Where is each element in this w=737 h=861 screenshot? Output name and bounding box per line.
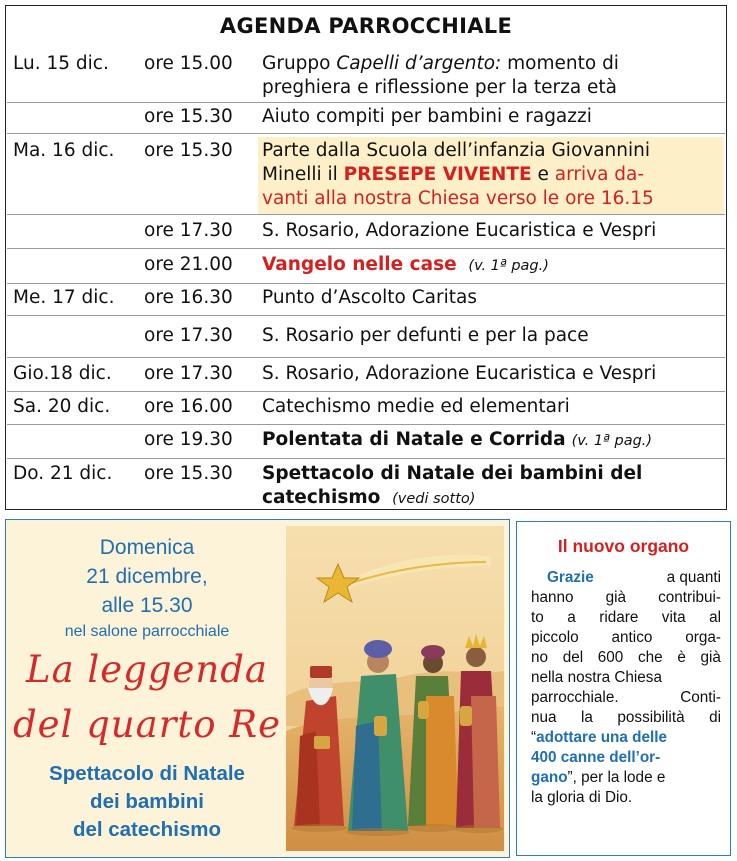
row-day: Ma. 16 dic. [13,140,115,161]
desc-text: preghiera e riflessione per la terza età [262,77,618,98]
word: antico [611,629,653,646]
organ-text-line [531,628,721,648]
desc-text: Gruppo [262,53,337,74]
row-description [262,428,724,453]
word: è [677,649,686,666]
three-kings-illustration [286,526,504,851]
organ-text-line [531,608,721,628]
row-time: ore 16.30 [144,287,233,308]
row-description [262,462,724,511]
polentata-label: Polentata di Natale e Corrida [262,429,566,450]
show-title-line1: La leggenda [26,648,268,691]
word: orga- [685,629,721,646]
organ-text-line: nella nostra Chiesa [531,669,662,686]
desc-text: momento di [501,53,619,74]
word: to [531,609,544,626]
row-time: ore 17.30 [144,363,233,384]
organ-text-line: la gloria di Dio. [531,789,633,806]
row-description: Punto d’Ascolto Caritas [262,287,477,308]
event-date: 21 dicembre, [86,565,208,588]
word: possibilità [617,709,685,726]
word: vita [661,609,686,626]
event-day: Domenica [99,536,195,559]
note-text: (vedi sotto) [392,491,476,507]
row-divider [7,391,725,392]
organ-text-line [531,588,721,608]
row-day: Me. 17 dic. [13,287,115,308]
highlighted-description [258,137,724,214]
organ-text-line [531,708,721,728]
row-time: ore 15.30 [144,463,233,484]
organ-text-line [531,648,721,668]
desc-text: Parte dalla Scuola dell’infanzia Giovannini [262,140,651,161]
adopt-pipe-text: adottare una delle [536,729,668,746]
desc-text: e [531,164,555,185]
row-time: ore 21.00 [144,254,233,275]
row-description: Aiuto compiti per bambini e ragazzi [262,106,592,127]
row-divider [7,214,725,215]
row-time: ore 16.00 [144,396,233,417]
row-divider [7,458,725,459]
word: piccolo [531,629,579,646]
word: parrocchiale. [531,689,619,706]
thanks-word: Grazie [547,569,594,586]
row-divider [7,102,725,103]
word: no [531,649,549,666]
event-location: nel salone parrocchiale [64,623,230,640]
row-description [262,52,724,100]
word: Conti- [680,689,721,706]
christmas-show-box [5,519,510,858]
note-text: (v. 1ª pag.) [571,433,653,449]
organ-text-line [531,688,721,708]
show-subtitle: del catechismo [72,818,222,841]
event-text [6,520,288,857]
desc-text: Minelli il [262,164,344,185]
text-fragment: a quanti [666,569,721,586]
word: la [581,709,593,726]
word: 600 [597,649,624,666]
word: ridare [599,609,639,626]
organ-title: Il nuovo organo [557,536,690,556]
row-divider [7,315,725,316]
vangelo-label: Vangelo nelle case [262,254,457,275]
word: hanno [531,589,574,606]
text-fragment: ”, per la lode e [567,769,666,786]
word: già [605,589,627,606]
word: già [700,649,721,666]
word: nua [531,709,557,726]
row-divider [7,357,725,358]
row-divider [7,248,725,249]
organ-text-line: 400 canne dell’or- [531,749,661,766]
row-description: S. Rosario, Adorazione Eucaristica e Vespri [262,363,657,384]
row-description: S. Rosario per defunti e per la pace [262,325,589,346]
row-time: ore 17.30 [144,220,233,241]
presepe-label: PRESEPE VIVENTE [343,164,532,185]
word: al [709,609,721,626]
row-time: ore 19.30 [144,429,233,450]
row-divider [7,424,725,425]
show-subtitle: dei bambini [90,790,204,813]
row-time: ore 17.30 [144,325,233,346]
new-organ-box [516,521,731,856]
word: che [637,649,663,666]
show-title-line2: del quarto Re [12,703,282,746]
row-day: Do. 21 dic. [13,463,113,484]
spettacolo-label: Spettacolo di Natale dei bambini del [262,463,643,484]
row-day: Gio.18 dic. [13,363,112,384]
agenda-title: AGENDA PARROCCHIALE [219,14,513,38]
quote-mark: “ [531,729,537,746]
group-name: Capelli d’argento: [336,53,502,74]
adopt-pipe-text: gano [531,769,568,786]
row-divider [7,133,725,134]
show-subtitle: Spettacolo di Natale [49,762,245,785]
row-time: ore 15.30 [144,140,233,161]
row-time: ore 15.30 [144,106,233,127]
row-description: Catechismo medie ed elementari [262,396,570,417]
word: contribui- [658,589,721,606]
row-day: Lu. 15 dic. [13,53,109,74]
word: di [709,709,721,726]
row-description: S. Rosario, Adorazione Eucaristica e Vespri [262,220,657,241]
row-description [262,253,724,278]
row-time: ore 15.00 [144,53,233,74]
organ-text-line [531,768,721,788]
word: a [567,609,576,626]
note-text: (v. 1ª pag.) [468,258,549,274]
desc-red-text: vanti alla nostra Chiesa verso le ore 16.15 [262,188,654,209]
organ-text-line [531,728,721,748]
organ-text-line [531,568,721,588]
row-divider [7,283,725,284]
agenda-box [5,5,727,510]
row-day: Sa. 20 dic. [13,396,111,417]
desc-red-text: arriva da- [554,164,645,185]
spettacolo-label: catechismo [262,487,381,508]
word: del [562,649,584,666]
event-time: alle 15.30 [101,594,193,617]
